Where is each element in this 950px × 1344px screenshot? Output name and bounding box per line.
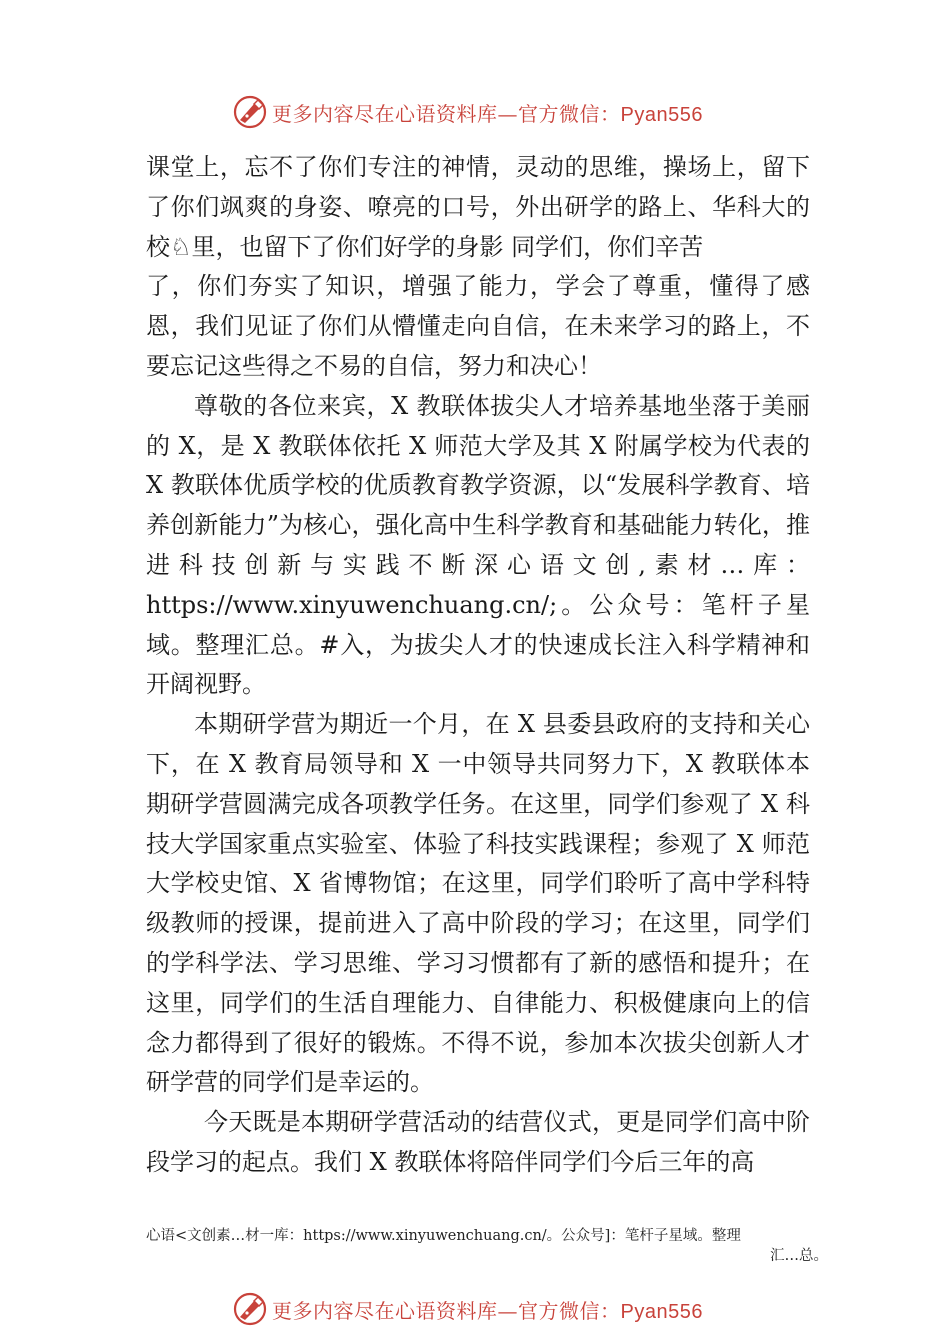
red-pen-nib-icon bbox=[232, 94, 268, 130]
footer-banner bbox=[232, 1291, 703, 1327]
header-banner bbox=[232, 94, 703, 130]
red-pen-nib-icon bbox=[232, 1291, 268, 1327]
paragraph-1: 课堂上，忘不了你们专注的神情，灵动的思维，操场上，留下了你们飒爽的身姿、嘹亮的口号，外出研学的路上、华科大的校♘里，也留下了你们好学的身影 同学们，你们辛苦 bbox=[146, 153, 810, 261]
footnote bbox=[146, 1226, 836, 1266]
banner-text: 更多内容尽在心语资料库—官方微信：Pyan556 bbox=[272, 1298, 703, 1323]
footnote-line-2: 汇…总。 bbox=[770, 1248, 828, 1264]
banner-text: 更多内容尽在心语资料库—官方微信：Pyan556 bbox=[272, 101, 703, 126]
wechat-id: Pyan556 bbox=[620, 1300, 703, 1323]
paragraph-3: 尊敬的各位来宾，X 教联体拔尖人才培养基地坐落于美丽的 X，是 X 教联体依托 X 师范大学及其 X 附属学校为代表的 X 教联体优质学校的优质教育教学资源，以“发展科学教育、培养创新能力”为核心，强化高中生科学教育和基础能力转化，推进科技创新与实践不断深心语文创,素材…库：https://www.xinyuwenchuang.cn/;。公众号：笔杆子星域。整理汇总。#入，为拔尖人才的快速成长注入科学精神和开阔视野。 bbox=[146, 391, 810, 699]
paragraph-5: 今天既是本期研学营活动的结营仪式，更是同学们高中阶段学习的起点。我们 X 教联体将陪伴同学们今后三年的高 bbox=[146, 1108, 810, 1176]
paragraph-2: 了，你们夯实了知识，增强了能力，学会了尊重，懂得了感恩，我们见证了你们从懵懂走向自信，在未来学习的路上，不要忘记这些得之不易的自信，努力和决心！ bbox=[146, 272, 810, 380]
document-body bbox=[146, 148, 810, 1183]
paragraph-4: 本期研学营为期近一个月，在 X 县委县政府的支持和关心下，在 X 教育局领导和 X 一中领导共同努力下，X 教联体本期研学营圆满完成各项教学任务。在这里，同学们参观了 X 科技大学国家重点实验室、体验了科技实践课程；参观了 X 师范大学校史馆、X 省博物馆；在这里，同学们聆听了高中学科特级教师的授课，提前进入了高中阶段的学习；在这里，同学们的学科学法、学习思维、学习习惯都有了新的感悟和提升；在这里，同学们的生活自理能力、自律能力、积极健康向上的信念力都得到了很好的锻炼。不得不说，参加本次拔尖创新人才研学营的同学们是幸运的。 bbox=[146, 710, 810, 1097]
footnote-line-1: 心语<文创素…材一库：https://www.xinyuwenchuang.cn/。公众号]：笔杆子星域。整理 bbox=[146, 1228, 741, 1244]
wechat-id: Pyan556 bbox=[620, 103, 703, 126]
